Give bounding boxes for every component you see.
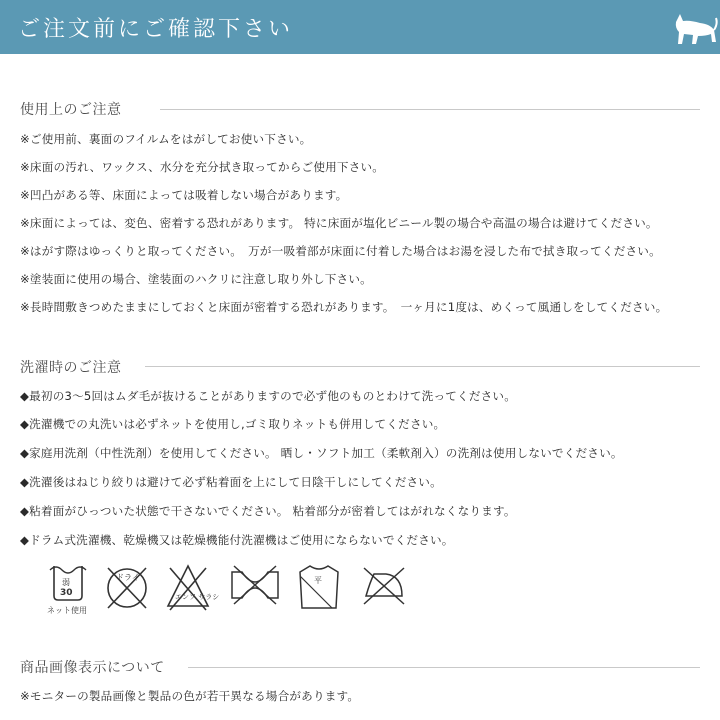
usage-item: ※長時間敷きつめたままにしておくと床面が密着する恐れがあります。 一ヶ月に1度は、めくって風通しをしてください。: [20, 300, 668, 314]
usage-item: ※塗装面に使用の場合、塗装面のハクリに注意し取り外し下さい。: [20, 272, 372, 286]
hang-dry-shade-icon: [296, 562, 342, 612]
no-tumble-dry-icon: [104, 562, 150, 612]
usage-item: ※ご使用前、裏面のフイルムをはがしてお使い下さい。: [20, 132, 312, 146]
section-divider: [188, 667, 700, 668]
section-title-usage: 使用上のご注意: [20, 102, 122, 118]
usage-item: ※凹凸がある等、床面によっては吸着しない場合があります。: [20, 188, 348, 202]
header-banner: [0, 0, 720, 54]
wash-net-text: ネット使用: [47, 606, 87, 615]
no-dry-clean-icon: [228, 562, 282, 608]
cat-silhouette-icon: [672, 8, 718, 48]
section-title-images: 商品画像表示について: [20, 660, 165, 676]
washing-item: ◆家庭用洗剤（中性洗剤）を使用してください。 晒し・ソフト加工（柔軟剤入）の洗剤は使用しないでください。: [20, 446, 623, 460]
tumble-dry-text: ドライ: [116, 573, 140, 582]
wash-30-net-icon: [46, 562, 90, 620]
usage-item: ※床面の汚れ、ワックス、水分を充分拭き取ってからご使用下さい。: [20, 160, 385, 174]
dry-clean-text: エンソ サラシ: [175, 593, 220, 601]
images-item: ※モニターの製品画像と製品の色が若干異なる場合があります。: [20, 689, 360, 703]
washing-item: ◆洗濯機での丸洗いは必ずネットを使用し,ゴミ取りネットも併用してください。: [20, 417, 446, 431]
wash-temp-value: 30: [60, 588, 73, 598]
no-bleach-icon: [164, 562, 220, 612]
washing-item: ◆最初の3～5回はムダ毛が抜けることがありますので必ず他のものとわけて洗ってください。: [20, 389, 517, 403]
no-iron-icon: [360, 562, 408, 608]
wash-temp-top: 弱: [62, 578, 70, 587]
section-title-washing: 洗濯時のご注意: [20, 360, 122, 376]
washing-item: ◆洗濯後はねじり絞りは避けて必ず粘着面を上にして日陰干しにしてください。: [20, 475, 442, 489]
section-divider: [160, 109, 700, 110]
washing-item: ◆ドラム式洗濯機、乾燥機又は乾燥機能付洗濯機はご使用にならないでください。: [20, 533, 454, 547]
hang-dry-text: 平: [314, 576, 322, 585]
washing-item: ◆粘着面がひっついた状態で干さないでください。 粘着部分が密着してはがれなくなります。: [20, 504, 516, 518]
usage-item: ※床面によっては、変色、密着する恐れがあります。 特に床面が塩化ビニール製の場合や高温の場合は避けてください。: [20, 216, 658, 230]
usage-item: ※はがす際はゆっくりと取ってください。 万が一吸着部が床面に付着した場合はお湯を浸した布で拭き取ってください。: [20, 244, 661, 258]
section-divider: [145, 366, 700, 367]
page-title: ご注文前にご確認下さい: [18, 17, 294, 42]
